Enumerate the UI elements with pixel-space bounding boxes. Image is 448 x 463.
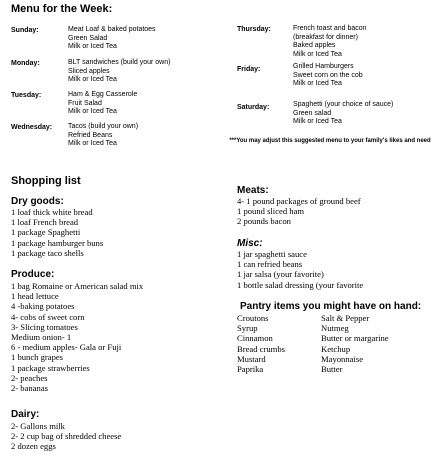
- meal-item: Grilled Hamburgers: [293, 63, 354, 70]
- day-label-thursday: Thursday:: [237, 26, 271, 33]
- list-item: 4- cobs of sweet corn: [11, 311, 85, 322]
- meal-item: Milk or Iced Tea: [293, 50, 342, 58]
- list-item: 2- Gallons milk: [11, 421, 65, 431]
- list-item: Bread crumbs: [237, 343, 285, 354]
- day-label-saturday: Saturday:: [237, 104, 270, 111]
- meal-item: Milk or Iced Tea: [68, 108, 117, 116]
- list-item: Croutons: [237, 313, 269, 323]
- meal-item: Milk or Iced Tea: [293, 118, 342, 126]
- day-label-tuesday: Tuesday:: [11, 92, 42, 99]
- list-item: 2 dozen eggs: [11, 441, 56, 452]
- pantry-left-column: [237, 313, 285, 374]
- list-item: Syrup: [237, 323, 258, 334]
- meal-item: (breakfast for dinner): [293, 33, 358, 41]
- day-meal-thursday: [293, 25, 367, 59]
- list-item: 2- peaches: [11, 372, 48, 383]
- day-label-monday: Monday:: [11, 60, 40, 67]
- list-item: Salt & Pepper: [321, 313, 370, 323]
- day-meal-friday: [293, 63, 363, 89]
- day-meal-monday: [68, 59, 170, 85]
- meal-item: Milk or Iced Tea: [68, 43, 117, 51]
- day-label-wednesday: Wednesday:: [11, 124, 53, 131]
- list-item: 1 package strawberries: [11, 362, 90, 373]
- list-item: 2 pounds bacon: [237, 216, 291, 227]
- list-item: 1 pound sliced ham: [237, 206, 305, 217]
- list-item: 3- Slicing tomatoes: [11, 321, 78, 332]
- menu-title: Menu for the Week:: [11, 3, 113, 15]
- list-item: Cinnamon: [237, 333, 273, 344]
- list-item: 1 package taco shells: [11, 247, 84, 258]
- day-meal-saturday: [293, 101, 393, 127]
- list-item: 1 package Spaghetti: [11, 227, 81, 238]
- list-item: Nutmeg: [321, 323, 349, 334]
- meal-item: Baked apples: [293, 42, 336, 50]
- meal-item: Sweet corn on the cob: [293, 71, 363, 79]
- meal-item: Ham & Egg Casserole: [68, 91, 138, 98]
- misc-heading: Misc:: [237, 238, 263, 249]
- meal-item: Tacos (build your own): [68, 123, 139, 130]
- list-item: 2- 2 cup bag of shredded cheese: [11, 431, 122, 442]
- meal-item: Milk or Iced Tea: [68, 76, 117, 84]
- day-meal-wednesday: [68, 123, 138, 149]
- produce-list: [11, 281, 143, 393]
- produce-heading: Produce:: [11, 269, 55, 280]
- meats-list: [237, 196, 361, 227]
- list-item: 2- bananas: [11, 383, 48, 394]
- list-item: 1 jar salsa (your favorite): [237, 269, 324, 280]
- menu-adjust-note: ***You may adjust this suggested menu to your family's likes and need: [229, 138, 431, 144]
- list-item: Mayonnaise: [321, 353, 364, 364]
- list-item: Butter: [321, 364, 343, 375]
- meal-item: Sliced apples: [68, 67, 110, 75]
- list-item: 4- 1 pound packages of ground beef: [237, 196, 361, 206]
- list-item: 1 bottle salad dressing (your favorite: [237, 279, 364, 290]
- list-item: 1 head lettuce: [11, 291, 59, 302]
- pantry-right-column: [321, 313, 389, 374]
- day-label-sunday: Sunday:: [11, 27, 39, 34]
- misc-list: [237, 249, 363, 290]
- list-item: Mustard: [237, 353, 266, 364]
- day-meal-tuesday: [68, 91, 137, 117]
- list-item: 1 jar spaghetti sauce: [237, 249, 307, 259]
- meal-item: Green Salad: [68, 34, 108, 42]
- meal-item: Green salad: [293, 109, 332, 117]
- meal-item: BLT sandwiches (build your own): [68, 59, 171, 66]
- list-item: 1 loaf thick white bread: [11, 207, 93, 217]
- dry-goods-list: [11, 207, 103, 258]
- shopping-list-title: Shopping list: [11, 175, 81, 187]
- day-meal-sunday: [68, 26, 156, 52]
- meal-item: Meat Loaf & baked potatoes: [68, 26, 156, 33]
- list-item: 4 -baking potatoes: [11, 301, 75, 312]
- pantry-heading: Pantry items you might have on hand:: [240, 301, 422, 312]
- list-item: 1 can refried beans: [237, 259, 303, 270]
- meal-item: Refried Beans: [68, 131, 113, 139]
- meal-item: Milk or Iced Tea: [293, 80, 342, 88]
- meal-item: Milk or Iced Tea: [68, 140, 117, 148]
- dry-goods-heading: Dry goods:: [11, 196, 64, 207]
- list-item: 1 bag Romaine or American salad mix: [11, 281, 144, 291]
- list-item: Butter or margarine: [321, 333, 389, 344]
- list-item: 1 loaf French bread: [11, 217, 79, 228]
- list-item: 1 package hamburger buns: [11, 237, 104, 248]
- meats-heading: Meats:: [237, 185, 269, 196]
- list-item: Paprika: [237, 364, 264, 375]
- list-item: 6 - medium apples- Gala or Fuji: [11, 342, 122, 353]
- day-label-friday: Friday:: [237, 66, 261, 73]
- list-item: 1 bunch grapes: [11, 352, 64, 363]
- dairy-heading: Dairy:: [11, 409, 40, 420]
- meal-item: Fruit Salad: [68, 99, 102, 107]
- list-item: Ketchup: [321, 343, 351, 354]
- meal-item: Spaghetti (your choice of sauce): [293, 101, 394, 108]
- dairy-list: [11, 421, 121, 452]
- meal-item: French toast and bacon: [293, 25, 367, 32]
- list-item: Medium onion- 1: [11, 332, 72, 343]
